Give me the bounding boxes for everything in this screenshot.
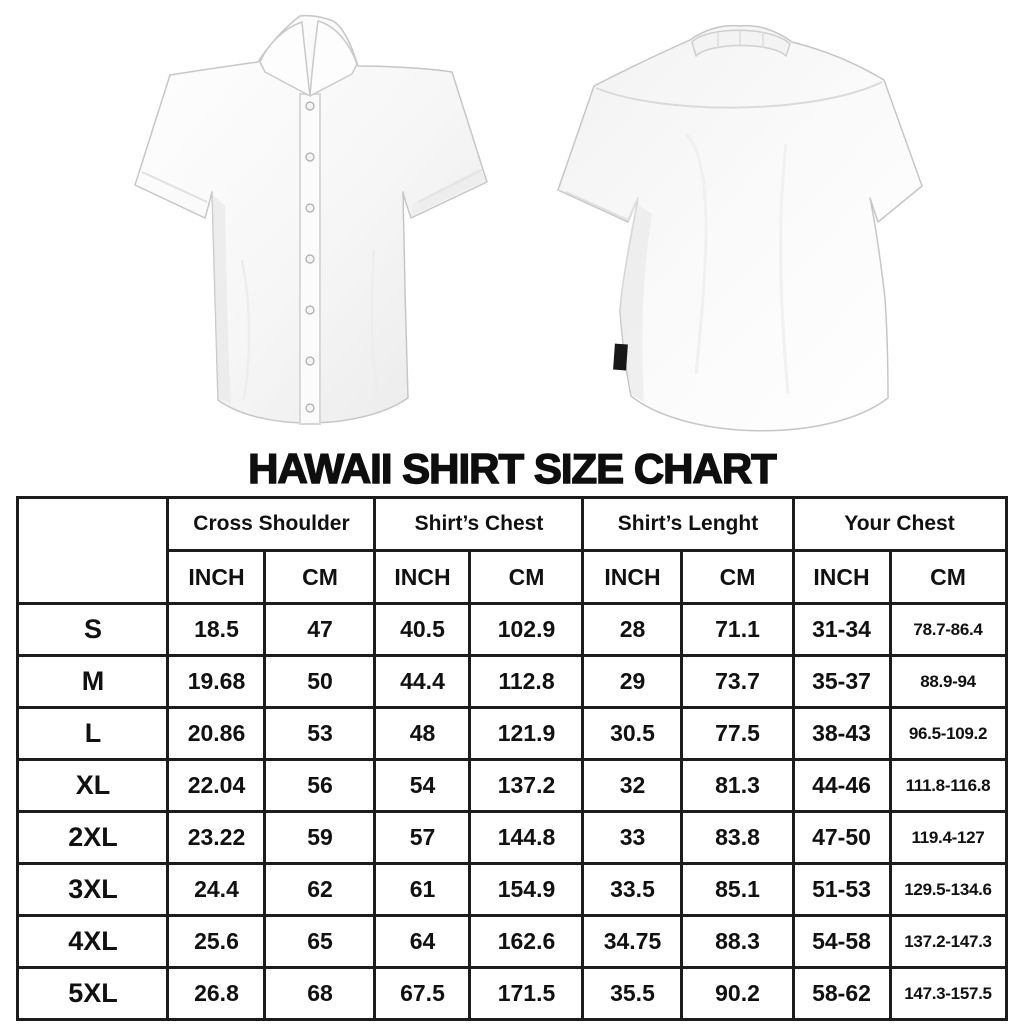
unit-header-inch: INCH — [168, 551, 265, 604]
value-cell: 47 — [265, 604, 375, 656]
value-cell: 119.4-127 — [890, 812, 1006, 864]
value-cell: 85.1 — [682, 864, 793, 916]
unit-header-cm: CM — [890, 551, 1006, 604]
size-label: 2XL — [18, 812, 168, 864]
size-label: 4XL — [18, 916, 168, 968]
value-cell: 58-62 — [793, 968, 890, 1020]
table-row — [18, 708, 1006, 760]
value-cell: 59 — [265, 812, 375, 864]
value-cell: 88.3 — [682, 916, 793, 968]
value-cell: 28 — [583, 604, 682, 656]
value-cell: 34.75 — [583, 916, 682, 968]
table-row — [18, 760, 1006, 812]
value-cell: 53 — [265, 708, 375, 760]
value-cell: 47-50 — [793, 812, 890, 864]
value-cell: 121.9 — [470, 708, 583, 760]
value-cell: 30.5 — [583, 708, 682, 760]
size-label: M — [18, 656, 168, 708]
value-cell: 64 — [375, 916, 470, 968]
unit-header-cm: CM — [470, 551, 583, 604]
value-cell: 137.2-147.3 — [890, 916, 1006, 968]
group-header-row — [18, 498, 1006, 551]
value-cell: 147.3-157.5 — [890, 968, 1006, 1020]
value-cell: 77.5 — [682, 708, 793, 760]
value-cell: 96.5-109.2 — [890, 708, 1006, 760]
column-group-your-chest: Your Chest — [793, 498, 1006, 551]
table-row — [18, 656, 1006, 708]
value-cell: 33.5 — [583, 864, 682, 916]
value-cell: 40.5 — [375, 604, 470, 656]
value-cell: 68 — [265, 968, 375, 1020]
shirt-back-body — [558, 26, 922, 431]
value-cell: 67.5 — [375, 968, 470, 1020]
value-cell: 54-58 — [793, 916, 890, 968]
value-cell: 90.2 — [682, 968, 793, 1020]
value-cell: 31-34 — [793, 604, 890, 656]
table-row — [18, 916, 1006, 968]
unit-header-inch: INCH — [793, 551, 890, 604]
value-cell: 22.04 — [168, 760, 265, 812]
value-cell: 35-37 — [793, 656, 890, 708]
shirt-front-image — [112, 10, 510, 442]
value-cell: 29 — [583, 656, 682, 708]
value-cell: 38-43 — [793, 708, 890, 760]
value-cell: 44.4 — [375, 656, 470, 708]
value-cell: 62 — [265, 864, 375, 916]
value-cell: 83.8 — [682, 812, 793, 864]
value-cell: 162.6 — [470, 916, 583, 968]
value-cell: 25.6 — [168, 916, 265, 968]
size-label: 3XL — [18, 864, 168, 916]
value-cell: 23.22 — [168, 812, 265, 864]
unit-header-inch: INCH — [375, 551, 470, 604]
value-cell: 26.8 — [168, 968, 265, 1020]
column-group-cross-shoulder: Cross Shoulder — [168, 498, 375, 551]
value-cell: 73.7 — [682, 656, 793, 708]
size-label: S — [18, 604, 168, 656]
value-cell: 144.8 — [470, 812, 583, 864]
value-cell: 54 — [375, 760, 470, 812]
size-table-body — [18, 604, 1006, 1020]
unit-header-cm: CM — [682, 551, 793, 604]
value-cell: 61 — [375, 864, 470, 916]
value-cell: 112.8 — [470, 656, 583, 708]
value-cell: 56 — [265, 760, 375, 812]
value-cell: 32 — [583, 760, 682, 812]
value-cell: 24.4 — [168, 864, 265, 916]
table-row — [18, 864, 1006, 916]
size-label: L — [18, 708, 168, 760]
size-chart-table — [16, 496, 1007, 1021]
value-cell: 19.68 — [168, 656, 265, 708]
value-cell: 88.9-94 — [890, 656, 1006, 708]
shirt-images — [0, 0, 1024, 446]
value-cell: 51-53 — [793, 864, 890, 916]
value-cell: 78.7-86.4 — [890, 604, 1006, 656]
value-cell: 33 — [583, 812, 682, 864]
value-cell: 44-46 — [793, 760, 890, 812]
value-cell: 20.86 — [168, 708, 265, 760]
value-cell: 129.5-134.6 — [890, 864, 1006, 916]
table-row — [18, 968, 1006, 1020]
value-cell: 154.9 — [470, 864, 583, 916]
unit-header-cm: CM — [265, 551, 375, 604]
value-cell: 65 — [265, 916, 375, 968]
unit-header-inch: INCH — [583, 551, 682, 604]
value-cell: 50 — [265, 656, 375, 708]
table-row — [18, 812, 1006, 864]
hem-tag — [613, 344, 628, 371]
value-cell: 102.9 — [470, 604, 583, 656]
value-cell: 81.3 — [682, 760, 793, 812]
value-cell: 111.8-116.8 — [890, 760, 1006, 812]
column-group-shirts-length: Shirt’s Lenght — [583, 498, 793, 551]
value-cell: 18.5 — [168, 604, 265, 656]
value-cell: 171.5 — [470, 968, 583, 1020]
column-group-shirts-chest: Shirt’s Chest — [375, 498, 583, 551]
value-cell: 48 — [375, 708, 470, 760]
value-cell: 137.2 — [470, 760, 583, 812]
value-cell: 57 — [375, 812, 470, 864]
value-cell: 35.5 — [583, 968, 682, 1020]
size-label: 5XL — [18, 968, 168, 1020]
table-row — [18, 604, 1006, 656]
shirt-back-image — [536, 14, 938, 446]
value-cell: 71.1 — [682, 604, 793, 656]
page-title: HAWAII SHIRT SIZE CHART — [248, 445, 776, 492]
corner-cell — [18, 498, 168, 604]
size-label: XL — [18, 760, 168, 812]
